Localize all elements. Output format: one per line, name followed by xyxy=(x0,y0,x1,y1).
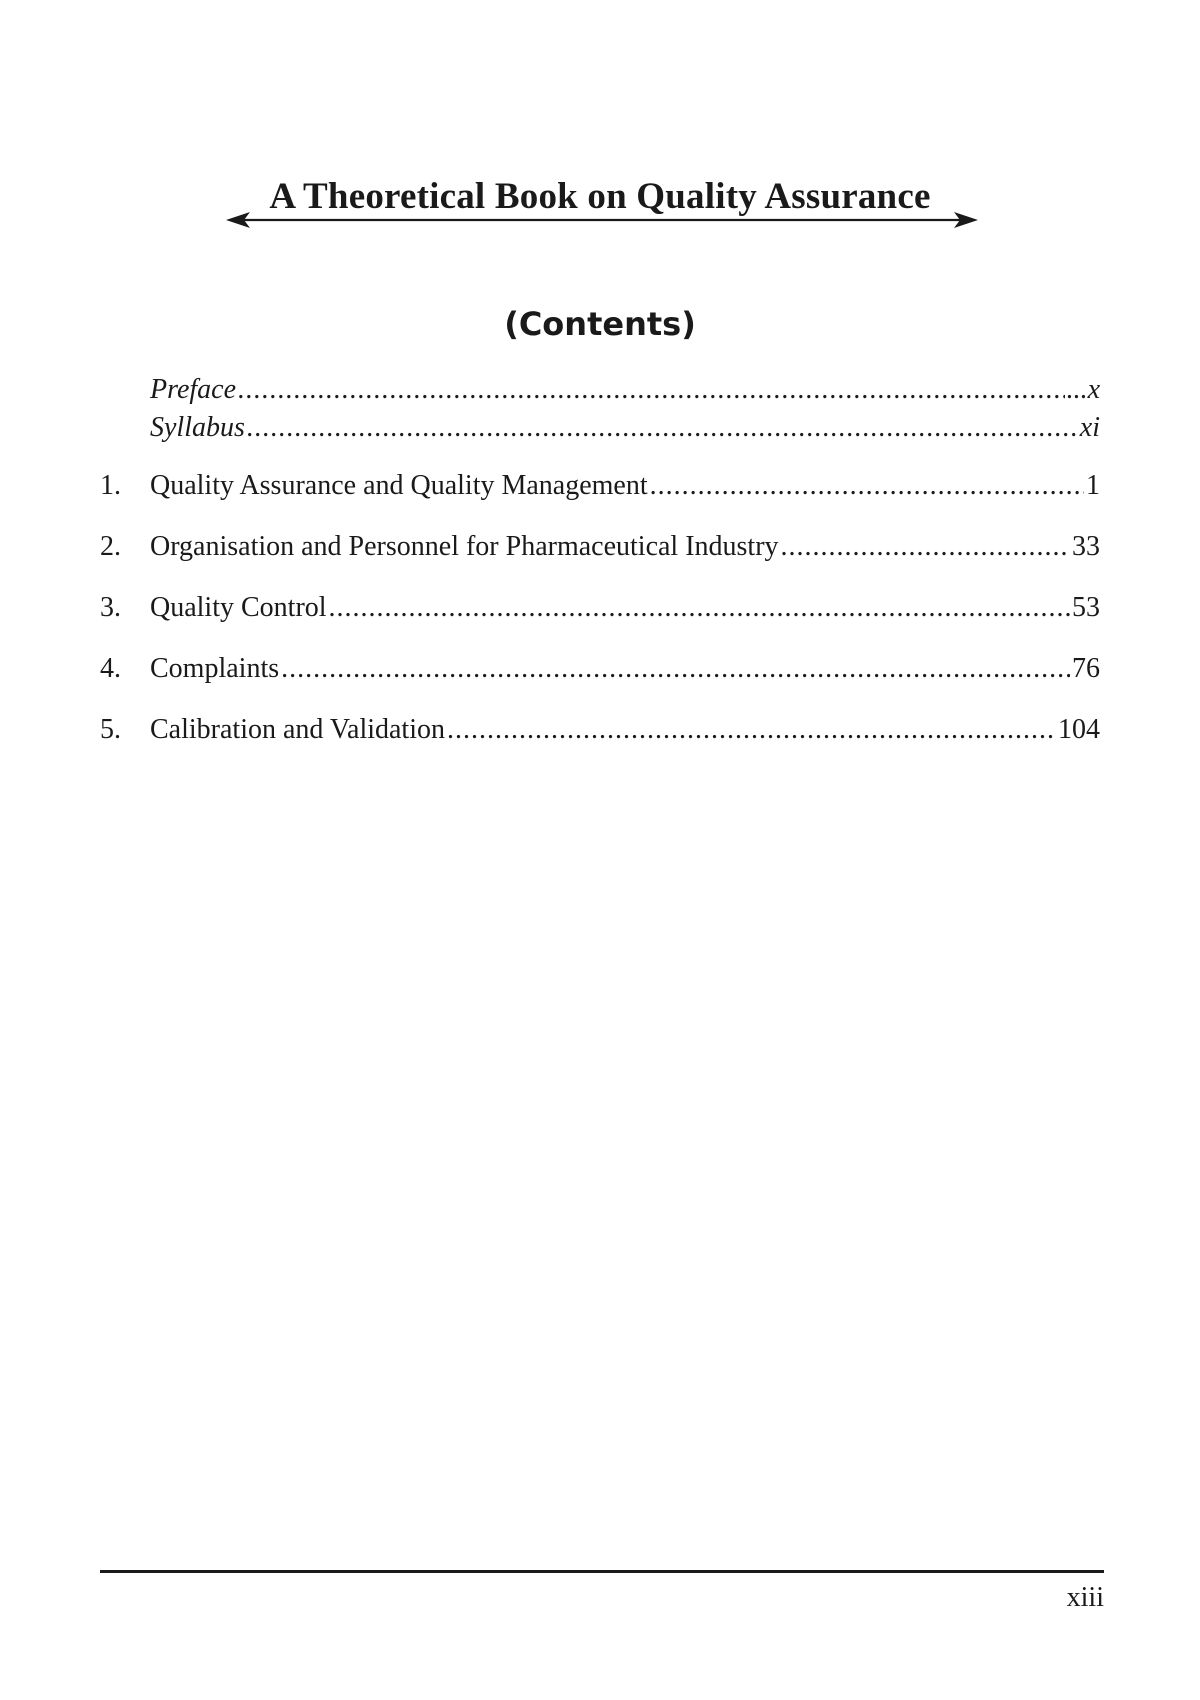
dot-leader xyxy=(650,466,1084,506)
toc-entry-page: 33 xyxy=(1072,531,1100,562)
dot-leader xyxy=(281,649,1070,689)
double-headed-arrow-icon xyxy=(226,208,978,232)
toc-entry-label: Syllabus xyxy=(150,412,245,443)
toc-entry-page: xi xyxy=(1079,412,1100,443)
contents-heading: (Contents) xyxy=(504,304,696,343)
page-number: xiii xyxy=(1066,1582,1104,1613)
toc-entry-syllabus[interactable] xyxy=(100,408,1100,448)
toc-entry-page: 76 xyxy=(1072,653,1100,684)
toc-entry-chapter-3[interactable] xyxy=(100,588,1100,628)
toc-entry-chapter-4[interactable] xyxy=(100,649,1100,689)
toc-entry-chapter-5[interactable] xyxy=(100,710,1100,750)
toc-entry-page: ...x xyxy=(1066,374,1100,405)
toc-entry-label: Quality Control xyxy=(150,592,327,623)
dot-leader xyxy=(247,408,1078,448)
toc-entry-page: 104 xyxy=(1058,714,1100,745)
toc-entry-number: 3. xyxy=(100,592,121,623)
toc-entry-number: 2. xyxy=(100,531,121,562)
toc-entry-chapter-1[interactable] xyxy=(100,466,1100,506)
toc-entry-preface[interactable] xyxy=(100,370,1100,410)
dot-leader xyxy=(447,710,1056,750)
toc-entry-label: Organisation and Personnel for Pharmaceutical Industry xyxy=(150,531,779,562)
toc-entry-label: Calibration and Validation xyxy=(150,714,445,745)
toc-entry-number: 1. xyxy=(100,470,121,501)
toc-entry-page: 53 xyxy=(1072,592,1100,623)
toc-entry-number: 5. xyxy=(100,714,121,745)
dot-leader xyxy=(238,370,1065,410)
toc-entry-label: Preface xyxy=(150,374,237,405)
toc-entry-label: Complaints xyxy=(150,653,280,684)
dot-leader xyxy=(781,527,1070,567)
toc-entry-chapter-2[interactable] xyxy=(100,527,1100,567)
footer-rule xyxy=(100,1570,1104,1573)
dot-leader xyxy=(329,588,1070,628)
book-title: A Theoretical Book on Quality Assurance xyxy=(269,175,931,217)
toc-entry-page: 1 xyxy=(1086,470,1100,501)
toc-entry-number: 4. xyxy=(100,653,121,684)
toc-entry-label: Quality Assurance and Quality Management xyxy=(150,470,648,501)
